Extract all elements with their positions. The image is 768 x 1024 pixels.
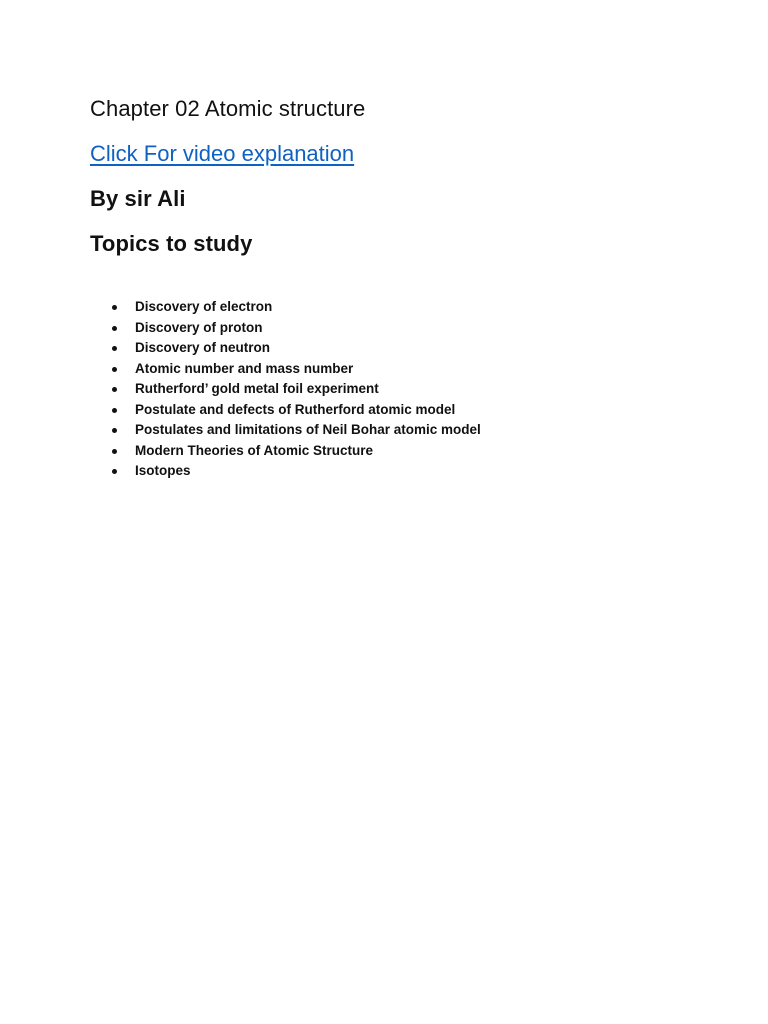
video-explanation-link[interactable]: Click For video explanation — [90, 141, 355, 166]
list-item — [110, 400, 710, 421]
list-item — [110, 318, 710, 339]
list-item-text: Isotopes — [135, 463, 191, 478]
list-item — [110, 359, 710, 380]
list-item-text: Postulate and defects of Rutherford atomic model — [135, 401, 456, 417]
list-item-text: Atomic number and mass number — [135, 360, 354, 376]
chapter-title: Chapter 02 Atomic structure — [90, 96, 366, 121]
list-item — [110, 338, 710, 359]
topics-list — [110, 297, 710, 482]
list-item-text: Discovery of proton — [135, 319, 263, 335]
list-item — [110, 441, 710, 462]
document-page — [90, 92, 710, 482]
bullet-icon — [112, 469, 117, 474]
author-line: By sir Ali — [90, 186, 186, 211]
bullet-icon — [112, 326, 117, 331]
list-item — [110, 461, 710, 482]
bullet-icon — [112, 387, 117, 392]
bullet-icon — [112, 346, 117, 351]
list-item — [110, 379, 710, 400]
bullet-icon — [112, 449, 117, 454]
topics-heading: Topics to study — [90, 231, 253, 256]
list-item-text: Rutherford’ gold metal foil experiment — [135, 381, 379, 396]
bullet-icon — [112, 367, 117, 372]
bullet-icon — [112, 305, 117, 310]
list-item-text: Modern Theories of Atomic Structure — [135, 442, 374, 458]
list-item-text: Postulates and limitations of Neil Bohar atomic model — [135, 422, 481, 437]
list-item-text: Discovery of electron — [135, 299, 273, 314]
list-item-text: Discovery of neutron — [135, 340, 271, 355]
bullet-icon — [112, 428, 117, 433]
list-item — [110, 420, 710, 441]
list-item — [110, 297, 710, 318]
bullet-icon — [112, 408, 117, 413]
